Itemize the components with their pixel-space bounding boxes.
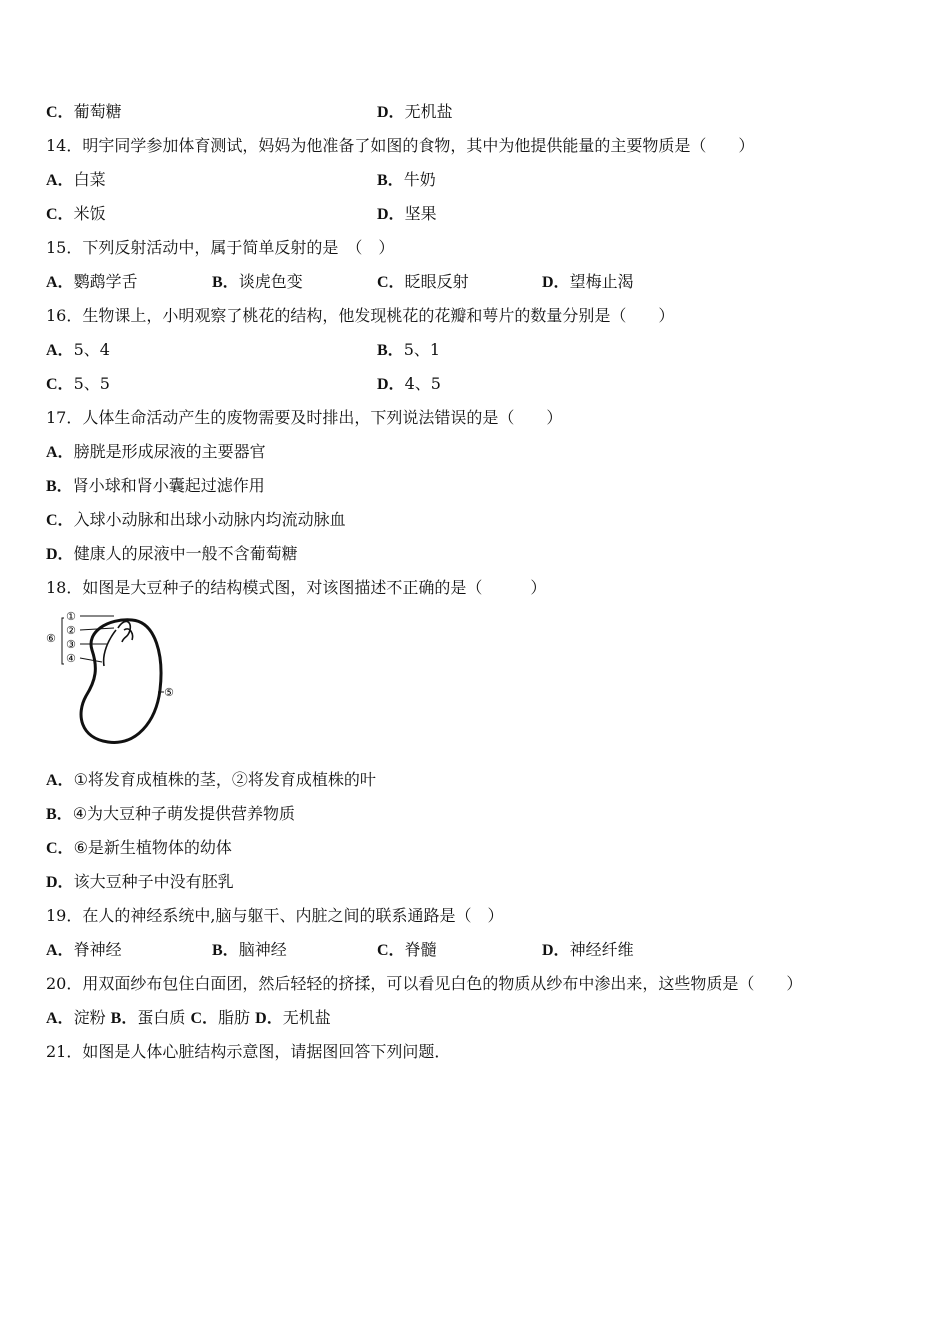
option-label: B．	[212, 274, 239, 291]
option-text: 鹦鹉学舌	[73, 272, 138, 291]
q21-stem: 21．如图是人体心脏结构示意图，请据图回答下列问题．	[46, 1042, 451, 1061]
option-label: A．	[46, 942, 74, 959]
option-label: C．	[46, 840, 74, 857]
q14-option-a	[46, 170, 106, 191]
option-text: 葡萄糖	[73, 102, 122, 121]
figure-label-5: ⑤	[164, 686, 174, 699]
q17-option-c	[46, 510, 346, 531]
q17-option-a	[46, 442, 266, 463]
option-text: ⑥是新生植物体的幼体	[73, 838, 232, 857]
q16-option-d	[377, 374, 441, 395]
option-text: 健康人的尿液中一般不含葡萄糖	[73, 544, 298, 563]
option-label: D．	[377, 206, 405, 223]
option-text: 无机盐	[282, 1008, 331, 1027]
option-label: A．	[46, 172, 74, 189]
option-label: C．	[46, 104, 74, 121]
q20-stem: 20．用双面纱布包住白面团，然后轻轻的挤揉，可以看见白色的物质从纱布中渗出来，这些物质是（ ）	[46, 974, 803, 993]
q17-stem: 17．人体生命活动产生的废物需要及时排出，下列说法错误的是（ ）	[46, 408, 563, 427]
q15-option-b	[212, 272, 303, 293]
option-label: B．	[46, 478, 73, 495]
q16-option-c	[46, 374, 110, 395]
option-text: ①将发育成植株的茎，②将发育成植株的叶	[73, 770, 376, 789]
soybean-seed-diagram	[44, 606, 184, 748]
option-text: ④为大豆种子萌发提供营养物质	[72, 804, 296, 823]
q17-option-b	[46, 476, 265, 497]
option-label: B．	[212, 942, 239, 959]
q19-option-c	[377, 940, 437, 961]
option-text: 膀胱是形成尿液的主要器官	[73, 442, 266, 461]
option-text: 脑神经	[238, 940, 287, 959]
option-text: 眨眼反射	[404, 272, 469, 291]
option-text: 5、1	[403, 340, 441, 359]
q14-option-c	[46, 204, 106, 225]
q14-option-d	[377, 204, 437, 225]
option-text: 脊神经	[73, 940, 122, 959]
q15-stem: 15．下列反射活动中，属于简单反射的是 （ ）	[46, 238, 395, 257]
option-label: B．	[377, 342, 404, 359]
q16-stem: 16．生物课上，小明观察了桃花的结构，他发现桃花的花瓣和萼片的数量分别是（ ）	[46, 306, 675, 325]
q18-option-c	[46, 838, 232, 859]
option-label: D．	[542, 942, 570, 959]
q15-option-d	[542, 272, 634, 293]
option-label: C．	[46, 512, 74, 529]
option-label: B．	[110, 1010, 138, 1027]
q18-option-b	[46, 804, 295, 825]
embryo-axis	[104, 630, 116, 666]
option-label: C．	[190, 1010, 219, 1027]
option-text: 5、4	[73, 340, 110, 359]
option-text: 5、5	[73, 374, 110, 393]
q19-stem: 19．在人的神经系统中,脑与躯干、内脏之间的联系通路是（ ）	[46, 906, 504, 925]
option-text: 坚果	[404, 204, 437, 223]
q16-option-b	[377, 340, 440, 361]
option-text: 淀粉	[73, 1008, 106, 1027]
option-text: 4、5	[404, 374, 441, 393]
q20-options-row	[46, 1008, 331, 1029]
option-label: A．	[46, 444, 74, 461]
q18-stem: 18．如图是大豆种子的结构模式图，对该图描述不正确的是（ ）	[46, 578, 547, 597]
figure-label-3: ③	[66, 638, 76, 651]
option-text: 入球小动脉和出球小动脉内均流动脉血	[73, 510, 346, 529]
option-text: 谈虎色变	[238, 272, 303, 291]
option-text: 望梅止渴	[569, 272, 634, 291]
figure-label-1: ①	[66, 610, 76, 623]
label-bracket	[62, 618, 64, 664]
option-label: D．	[377, 376, 405, 393]
option-label: D．	[255, 1010, 283, 1027]
q19-option-d	[542, 940, 634, 961]
option-text: 肾小球和肾小囊起过滤作用	[72, 476, 265, 495]
option-text: 该大豆种子中没有胚乳	[73, 872, 234, 891]
option-label: D．	[46, 546, 74, 563]
q18-option-a	[46, 770, 376, 791]
option-text: 蛋白质	[137, 1008, 186, 1027]
option-label: A．	[46, 1010, 74, 1027]
option-label: D．	[542, 274, 570, 291]
q19-option-a	[46, 940, 122, 961]
figure-label-2: ②	[66, 624, 76, 637]
option-text: 神经纤维	[569, 940, 634, 959]
leader-line	[80, 658, 102, 662]
q15-option-c	[377, 272, 469, 293]
seed-coat-outline	[81, 620, 161, 743]
q17-option-d	[46, 544, 298, 565]
q18-option-d	[46, 872, 234, 893]
option-label: A．	[46, 342, 74, 359]
option-label: B．	[377, 172, 404, 189]
option-text: 白菜	[73, 170, 106, 189]
option-text: 米饭	[73, 204, 106, 223]
q13-option-c	[46, 102, 122, 123]
q14-stem: 14．明宇同学参加体育测试，妈妈为他准备了如图的食物，其中为他提供能量的主要物质是（ ）	[46, 136, 755, 155]
option-label: C．	[46, 206, 74, 223]
option-text: 脊髓	[404, 940, 437, 959]
option-label: D．	[46, 874, 74, 891]
option-label: A．	[46, 274, 74, 291]
q16-option-a	[46, 340, 110, 361]
option-label: A．	[46, 772, 74, 789]
option-label: C．	[46, 376, 74, 393]
option-text: 脂肪	[218, 1008, 251, 1027]
q13-option-d	[377, 102, 453, 123]
q15-option-a	[46, 272, 138, 293]
option-label: C．	[377, 274, 405, 291]
q19-option-b	[212, 940, 287, 961]
option-text: 无机盐	[404, 102, 453, 121]
figure-label-4: ④	[66, 652, 76, 665]
q14-option-b	[377, 170, 436, 191]
plumule	[118, 621, 133, 642]
figure-label-6: ⑥	[46, 632, 56, 645]
option-text: 牛奶	[403, 170, 436, 189]
option-label: C．	[377, 942, 405, 959]
option-label: B．	[46, 806, 73, 823]
option-label: D．	[377, 104, 405, 121]
